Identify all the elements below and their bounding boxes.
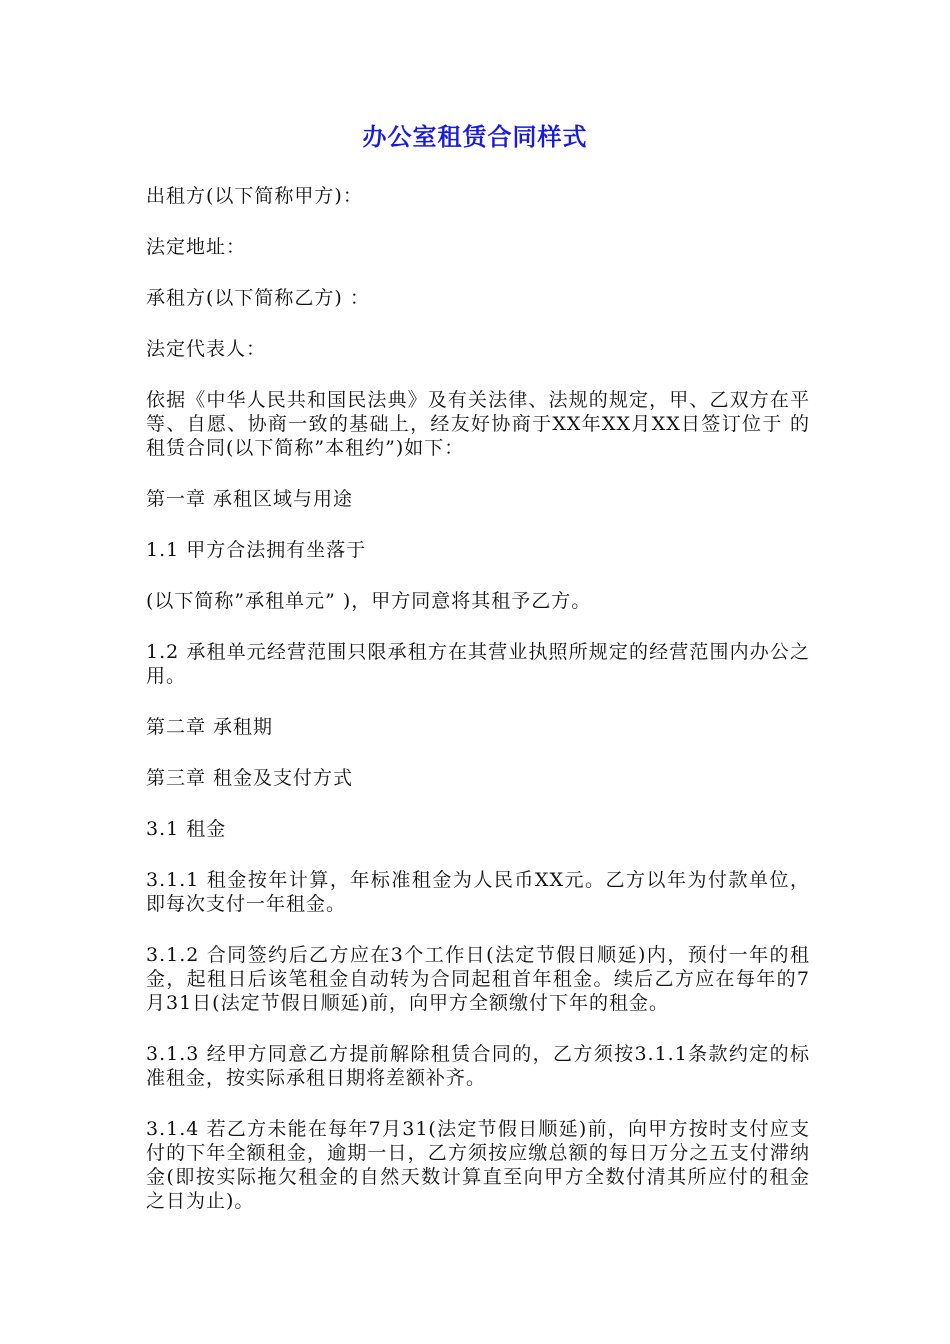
chapter-2-heading: 第二章 承租期 [146,716,274,738]
paragraph-legal-representative: 法定代表人： [146,338,267,360]
clause-1-2: 1.2 承租单元经营范围只限承租方在其营业执照所规定的经营范围内办公之用。 [146,641,810,687]
document-body [146,184,810,1240]
clause-3-1-4: 3.1.4 若乙方未能在每年7月31(法定节假日顺延)前，向甲方按时支付应支付的下年全额租金，逾期一日，乙方须按应缴总额的每日万分之五支付滞纳金(即按实际拖欠租金的自然天数计算直至向甲方全数付清其所应付的租金之日为止)。 [146,1118,810,1212]
paragraph-lessor: 出租方(以下简称甲方)： [146,185,363,207]
paragraph-lessee: 承租方(以下简称乙方) ： [146,287,370,309]
paragraph-preamble: 依据《中华人民共和国民法典》及有关法律、法规的规定，甲、乙双方在平等、自愿、协商一致的基础上，经友好协商于XX年XX月XX日签订位于 的租赁合同(以下简称”本租约”)如下： [146,389,810,459]
chapter-1-heading: 第一章 承租区域与用途 [146,488,354,510]
paragraph-legal-address: 法定地址： [146,236,247,258]
clause-3-1-1: 3.1.1 租金按年计算，年标准租金为人民币XX元。乙方以年为付款单位，即每次支付一年租金。 [146,869,810,915]
clause-3-1-3: 3.1.3 经甲方同意乙方提前解除租赁合同的，乙方须按3.1.1条款约定的标准租金，按实际承租日期将差额补齐。 [146,1043,810,1089]
clause-3-1-2: 3.1.2 合同签约后乙方应在3个工作日(法定节假日顺延)内，预付一年的租金，起租日后该笔租金自动转为合同起租首年租金。续后乙方应在每年的7月31日(法定节假日顺延)前，向甲方全额缴付下年的租金。 [146,944,810,1014]
chapter-3-heading: 第三章 租金及支付方式 [146,767,354,789]
clause-1-1-continued: (以下简称”承租单元” )，甲方同意将其租予乙方。 [146,590,592,612]
document-title: 办公室租赁合同样式 [362,123,588,151]
clause-1-1: 1.1 甲方合法拥有坐落于 [146,539,367,561]
clause-3-1: 3.1 租金 [146,818,227,840]
